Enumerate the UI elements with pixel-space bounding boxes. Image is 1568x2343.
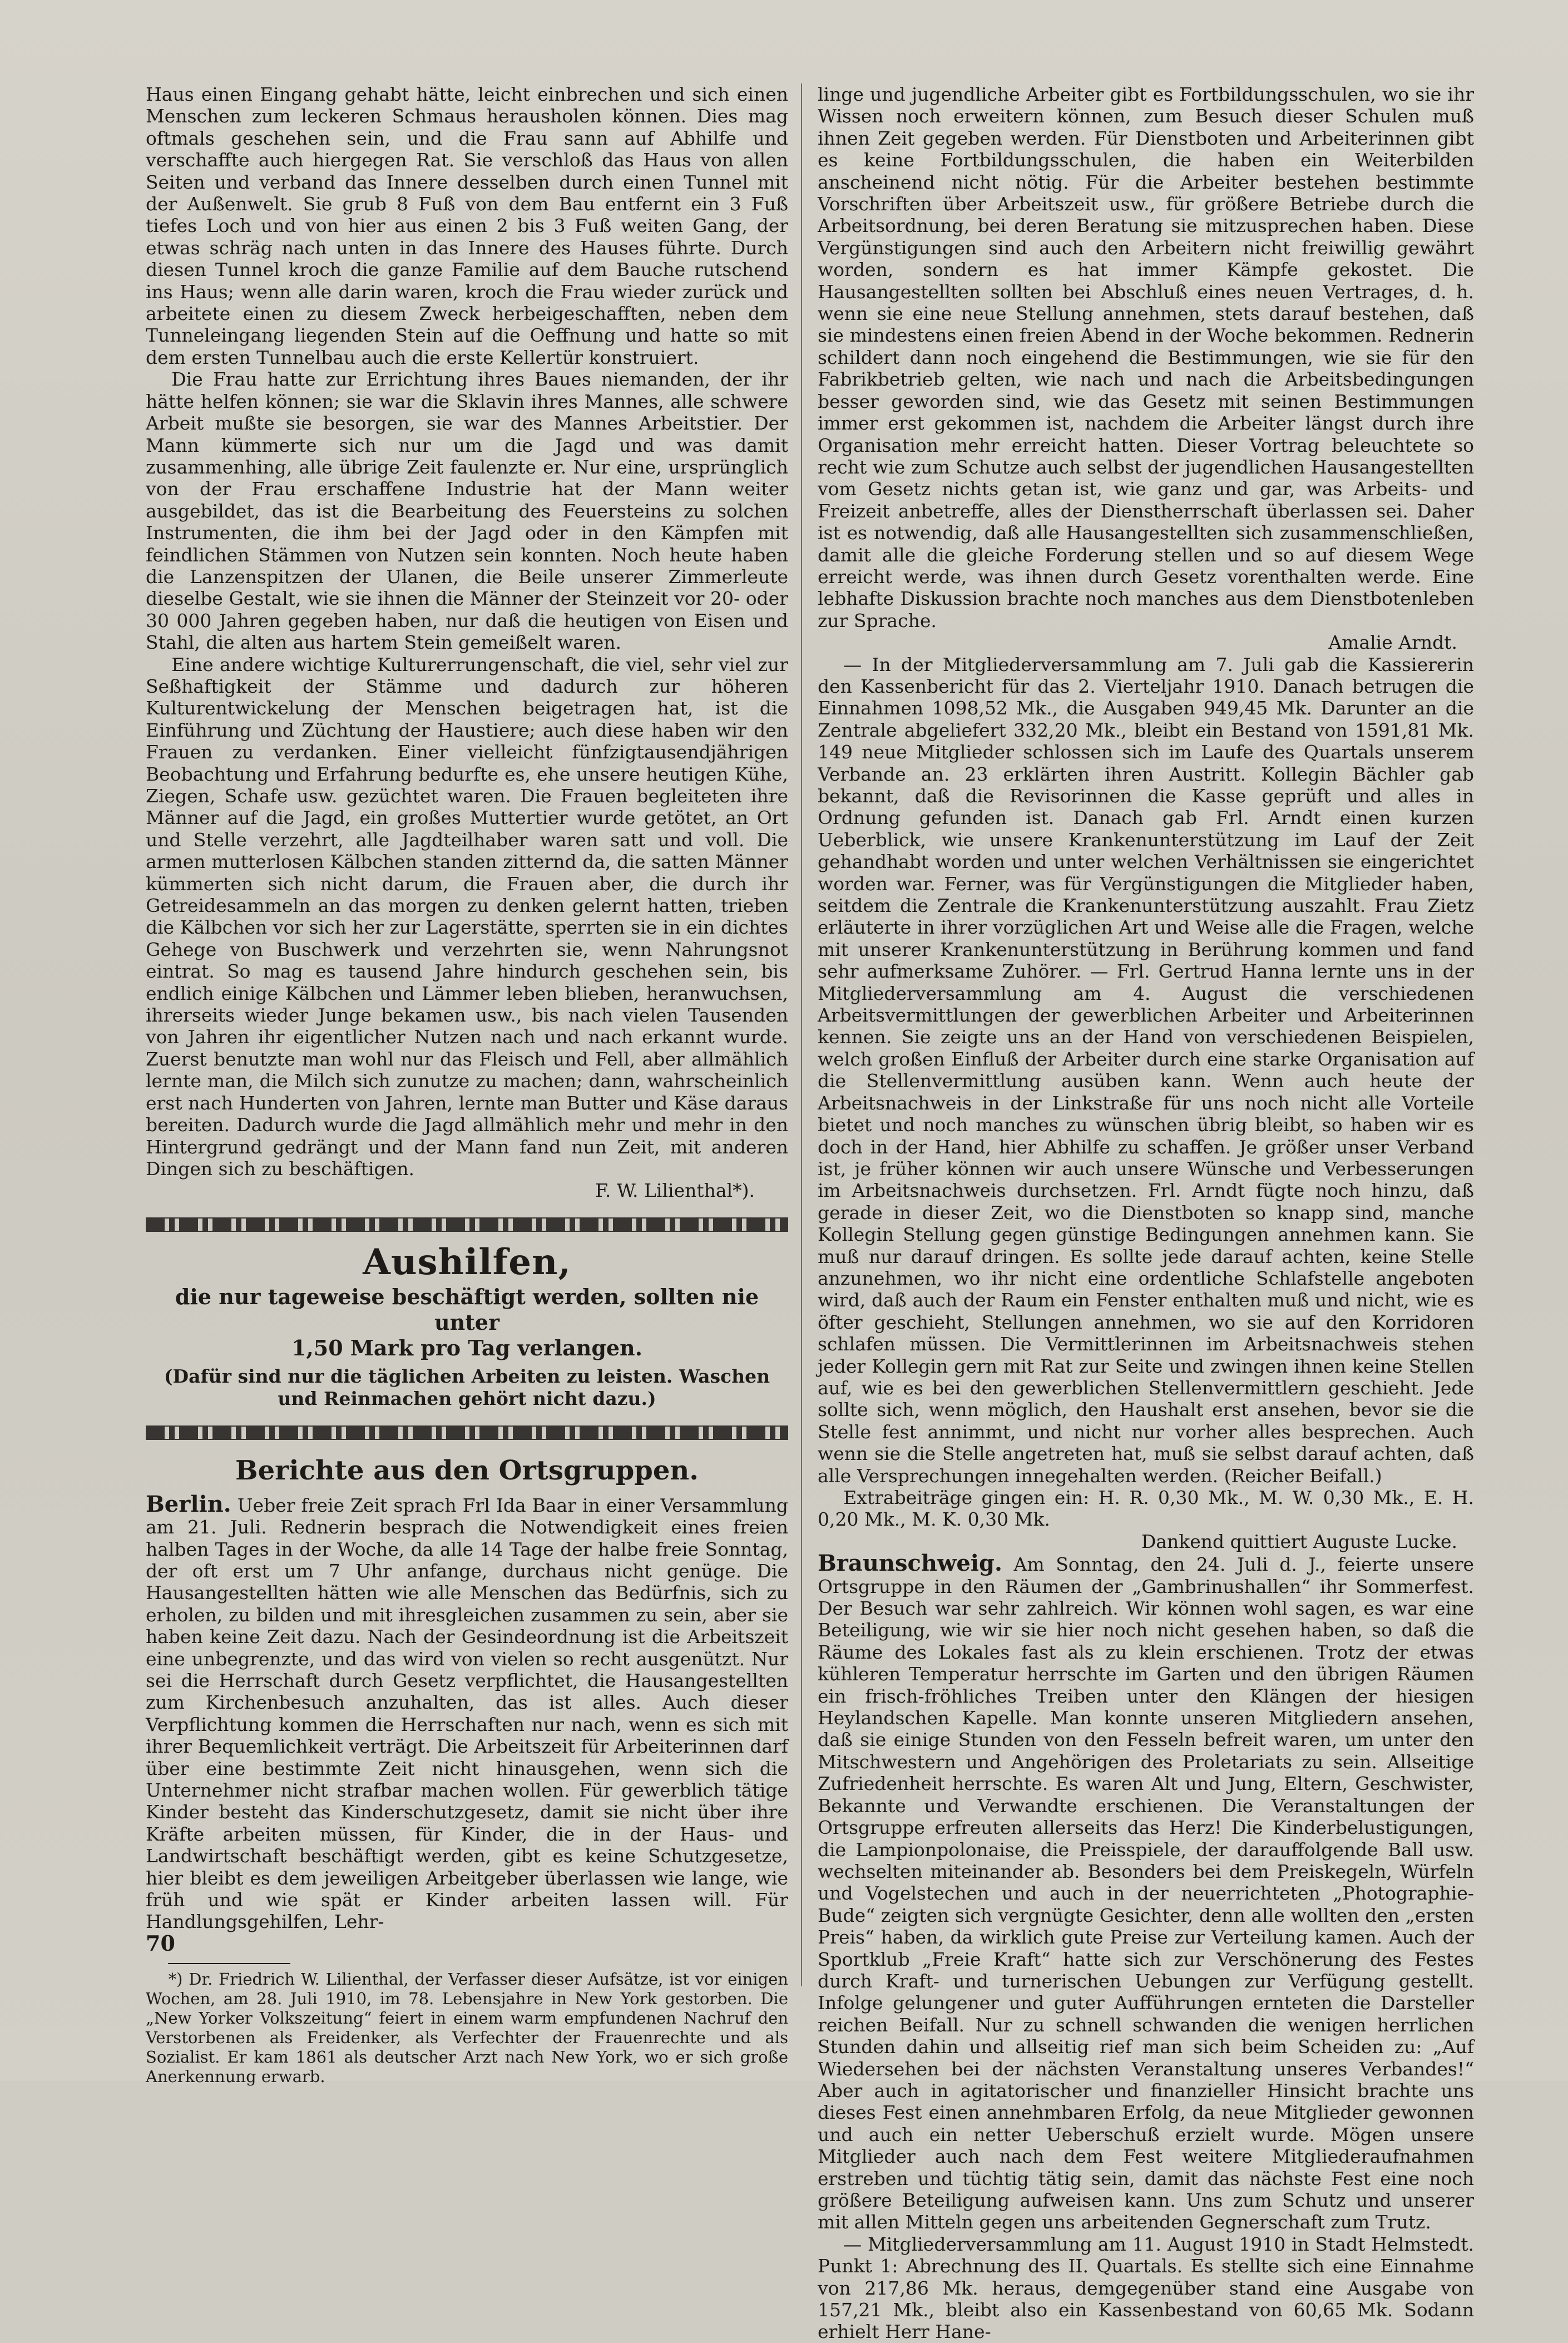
report-paragraph: — In der Mitgliederversammlung am 7. Juli gab die Kassiererin den Kassenbericht für das 2. Vierteljahr 1910. Danach betrugen die Einnahmen 1098,52 Mk., die Ausgaben 949,45 Mk. Darunter an die Zentrale abgeliefert 332,20 Mk., bleibt ein Bestand von 1591,81 Mk. 149 neue Mitglieder schlossen sich im Laufe des Quartals unserem Verbande an. 23 erklärten ihren Austritt. Kollegin Bächler gab bekannt, daß die Revisorinnen die Kasse geprüft und alles in Ordnung gefunden ist. Danach gab Frl. Arndt einen kurzen Ueberblick, wie unsere Krankenunterstützung im Lauf der Zeit gehandhabt worden und unter welchen Verhältnissen sie eingerichtet worden war. Ferner, was für Vergünstigungen die Mitglieder haben, seitdem die Zentrale die Krankenunterstützung auszahlt. Frau Zietz erläuterte in ihrer vorzüglichen Art und Weise alle die Fragen, welche mit unserer Krankenunterstützung in Berührung kommen und fand sehr aufmerksame Zuhörer. — Frl. Gertrud Hanna lernte uns in der Mitgliederversammlung am 4. August die verschiedenen Arbeitsvermittlungen der gewerblichen Arbeiter und Arbeiterinnen kennen. Sie zeigte uns an der Hand von verschiedenen Beispielen, welch großen Einfluß der Arbeiter durch eine starke Organisation auf die Stellenvermittlung ausüben kann. Wenn auch heute der Arbeitsnachweis in der Linkstraße für uns noch nicht alle Vorteile bietet und noch manches zu wünschen übrig bleibt, so haben wir es doch in der Hand, hier Abhilfe zu schaffen. Je größer unser Verband ist, je früher können wir auch unsere Wünsche und Verbesserungen im Arbeitsnachweis durchsetzen. Frl. Arndt fügte noch hinzu, daß gerade in dieser Zeit, wo die Dienstboten so knapp sind, manche Kollegin Stellung gegen günstige Bedingungen annehmen kann. Sie muß nur darauf dringen. Es sollte jede darauf achten, keine Stelle anzunehmen, wo ihr nicht eine ordentliche Schlafstelle angeboten wird, daß auch der Raum ein Fenster enthalten muß und nicht, wie es öfter geschieht, Stellungen annehmen, wo sie auf den Korridoren schlafen müssen. Die Vermittlerinnen im Arbeitsnachweis stehen jeder Kollegin gern mit Rat zur Seite und zwingen ihnen keine Stellen auf, wie es bei den gewerblichen Stellenvermittlern geschieht. Jede sollte sich, wenn möglich, den Haushalt erst ansehen, bevor sie die Stelle fest annimmt, und nicht nur vorher alles besprechen. Auch wenn sie die Stelle angetreten hat, muß sie selbst darauf achten, daß alle Versprechungen innegehalten werden. (Reicher Beifall.) bbox=[818, 653, 1474, 1487]
right-column bbox=[818, 83, 1474, 2343]
report-berlin bbox=[146, 1493, 788, 1933]
page-number: 70 bbox=[146, 1931, 175, 1956]
report-paragraph: Extrabeiträge gingen ein: H. R. 0,30 Mk., M. W. 0,30 Mk., E. H. 0,20 Mk., M. K. 0,30 Mk. bbox=[818, 1487, 1474, 1531]
report-berlin-continued: linge und jugendliche Arbeiter gibt es Fortbildungsschulen, wo sie ihr Wissen noch erweitern können, zum Besuch dieser Schulen muß ihnen Zeit gegeben werden. Für Dienstboten und Arbeiterinnen gibt es keine Fortbildungsschulen, die haben ein Weiterbilden anscheinend nicht nötig. Für die Arbeiter bestehen bestimmte Vorschriften über Arbeitszeit usw., für größere Betriebe durch die Arbeitsordnung, bei deren Beratung sie mitzusprechen haben. Diese Vergünstigungen sind auch den Arbeitern nicht freiwillig gewährt worden, sondern es hat immer Kämpfe gekostet. Die Hausangestellten sollten bei Abschluß eines neuen Vertrages, d. h. wenn sie eine neue Stellung annehmen, stets darauf bestehen, daß sie mindestens einen freien Abend in der Woche bekommen. Rednerin schildert dann noch eingehend die Bestimmungen, wie sie für den Fabrikbetrieb gelten, wie nach und nach die Arbeitsbedingungen besser geworden sind, wie das Gesetz mit seinen Bestimmungen immer erst gekommen ist, nachdem die Arbeiter längst durch ihre Organisation mehr erreicht hatten. Dieser Vortrag beleuchtete so recht wie zum Schutze auch selbst der jugendlichen Hausangestellten vom Gesetz nichts getan ist, wie ganz und gar, was Arbeits- und Freizeit anbetreffe, alles der Dienstherrschaft überlassen sei. Daher ist es notwendig, daß alle Hausangestellten sich zusammenschließen, damit alle die gleiche Forderung stellen und so auf diesem Wege erreicht werde, was ihnen durch Gesetz vorenthalten werde. Eine lebhafte Diskussion brachte noch manches aus dem Dienstbotenleben zur Sprache. bbox=[818, 83, 1474, 632]
footnote bbox=[146, 1955, 788, 2086]
notice-note: (Dafür sind nur die täglichen Arbeiten zu leisten. Waschen und Reinmachen gehört nicht dazu.) bbox=[164, 1365, 770, 1409]
place-name: Berlin. bbox=[146, 1491, 231, 1517]
report-signature: Dankend quittiert Auguste Lucke. bbox=[1141, 1530, 1457, 1552]
report-text: Am Sonntag, den 24. Juli d. J., feierte unsere Ortsgruppe in den Räumen der „Gambrinushallen“ ihr Sommerfest. Der Besuch war sehr zahlreich. Wir können wohl sagen, es war eine Beteiligung, wie wir sie hier noch nicht gesehen haben, so daß die Räume des Lokales fast als zu klein erschienen. Trotz der etwas kühleren Temperatur herrschte im Garten und den übrigen Räumen ein frisch-fröhliches Treiben unter den Klängen der hiesigen Heylandschen Kapelle. Man konnte unseren Mitgliedern ansehen, daß sie einige Stunden von den Fesseln befreit waren, um unter den Mitschwestern und Angehörigen des Proletariats zu sein. Allseitige Zufriedenheit herrschte. Es waren Alt und Jung, Eltern, Geschwister, Bekannte und Verwandte erschienen. Die Veranstaltungen der Ortsgruppe erfreuten allerseits das Herz! Die Kinderbelustigungen, die Lampionpolonaise, die Preisspiele, der darauffolgende Ball usw. wechselten miteinander ab. Besonders bei dem Preiskegeln, Würfeln und Vogelstechen und auch in der neuerrichteten „Photographie-Bude“ zeigten sich vergnügte Gesichter, denn alle wollten den „ersten Preis“ haben, da wirklich gute Preise zur Verteilung kamen. Auch der Sportklub „Freie Kraft“ hatte sich zur Verschönerung des Festes durch Kraft- und turnerischen Uebungen zur Verfügung gestellt. Infolge gelungener und guter Aufführungen ernteten die Darsteller reichen Beifall. Nur zu schnell schwanden die wenigen herrlichen Stunden dahin und allseitig rief man sich beim Scheiden zu: „Auf Wiedersehen bei der nächsten Veranstaltung unseres Verbandes!“ Aber auch in agitatorischer und finanzieller Hinsicht brachte uns dieses Fest einen annehmbaren Erfolg, da neue Mitglieder gewonnen und auch ein netter Ueberschuß erzielt wurde. Mögen unsere Mitglieder auch nach dem Fest weitere Mitgliederaufnahmen erstreben und tüchtig tätig sein, damit das nächste Fest eine noch größere Beteiligung aufweisen kann. Uns zum Schutz und unserer mit allen Mitteln gegen uns arbeitenden Gegnerschaft zum Trutz. bbox=[818, 1553, 1474, 2233]
left-column bbox=[146, 83, 788, 2086]
footnote-text: *) Dr. Friedrich W. Lilienthal, der Verfasser dieser Aufsätze, ist vor einigen Wochen, am 28. Juli 1910, im 78. Lebensjahre in New York gestorben. Die „New Yorker Volkszeitung“ feiert in einem warm empfundenen Nachruf den Verstorbenen als Freidenker, als Verfechter der Frauenrechte und als Sozialist. Er kam 1861 als deutscher Arzt nach New York, wo er sich große Anerkennung erwarb. bbox=[146, 1969, 788, 2086]
place-name: Braunschweig. bbox=[818, 1550, 1002, 1577]
footnote-rule bbox=[168, 1963, 290, 1964]
column-divider bbox=[801, 83, 802, 1986]
notice-line: 1,50 Mark pro Tag verlangen. bbox=[291, 1335, 642, 1360]
article-paragraph: Die Frau hatte zur Errichtung ihres Baues niemanden, der ihr hätte helfen können; sie war die Sklavin ihres Mannes, alle schwere Arbeit mußte sie besorgen, sie war des Mannes Arbeitstier. Der Mann kümmerte sich nur um die Jagd und was damit zusammenhing, alle übrige Zeit faulenzte er. Nur eine, ursprünglich von der Frau erschaffene Industrie hat der Mann weiter ausgebildet, das ist die Bearbeitung des Feuersteins zu solchen Instrumenten, die ihm bei der Jagd oder in den Kämpfen mit feindlichen Stämmen von Nutzen sein konnten. Noch heute haben die Lanzenspitzen der Ulanen, die Beile unserer Zimmerleute dieselbe Gestalt, wie sie ihnen die Männer der Steinzeit vor 20- oder 30 000 Jahren gegeben haben, nur daß die heutigen von Eisen und Stahl, die alten aus hartem Stein gemeißelt waren. bbox=[146, 368, 788, 654]
report-braunschweig bbox=[818, 1552, 1474, 2233]
section-title: Berichte aus den Ortsgruppen. bbox=[235, 1454, 699, 1486]
notice-title: Aushilfen, bbox=[363, 1241, 571, 1283]
report-paragraph: — Mitgliederversammlung am 11. August 1910 in Stadt Helmstedt. Punkt 1: Abrechnung des II. Quartals. Es stellte sich eine Einnahme von 217,86 Mk. heraus, demgegenüber stand eine Ausgabe von 157,21 Mk., bleibt also ein Kassenbestand von 60,65 Mk. Sodann erhielt Herr Hane- bbox=[818, 2233, 1474, 2343]
report-signature: Amalie Arndt. bbox=[1328, 632, 1457, 654]
ornamental-rule bbox=[146, 1425, 788, 1440]
article-paragraph: Haus einen Eingang gehabt hätte, leicht einbrechen und sich einen Menschen zum leckeren Schmaus herausholen können. Dies mag oftmals geschehen sein, und die Frau sann auf Abhilfe und verschaffte auch hiergegen Rat. Sie verschloß das Haus von allen Seiten und verband das Innere desselben durch einen Tunnel mit der Außenwelt. Sie grub 8 Fuß von dem Bau entfernt ein 3 Fuß tiefes Loch und von hier aus einen 2 bis 3 Fuß weiten Gang, der etwas schräg nach unten in das Innere des Hauses führte. Durch diesen Tunnel kroch die ganze Familie auf dem Bauche rutschend ins Haus; wenn alle darin waren, kroch die Frau wieder zurück und arbeitete einen zu diesem Zweck herbeigeschafften, neben dem Tunneleingang liegenden Stein auf die Oeffnung und hatte so mit dem ersten Tunnelbau auch die erste Kellertür konstruiert. bbox=[146, 83, 788, 368]
article-paragraph: Eine andere wichtige Kulturerrungenschaft, die viel, sehr viel zur Seßhaftigkeit der Stämme und dadurch zur höheren Kulturentwickelung der Menschen beigetragen hat, ist die Einführung und Züchtung der Haustiere; auch diese haben wir den Frauen zu verdanken. Einer vielleicht fünfzigtausendjährigen Beobachtung und Erfahrung bedurfte es, ehe unsere heutigen Kühe, Ziegen, Schafe usw. gezüchtet waren. Die Frauen begleiteten ihre Männer auf die Jagd, ein großes Muttertier wurde getötet, an Ort und Stelle verzehrt, alle Jagdteilhaber waren satt und voll. Die armen mutterlosen Kälbchen standen zitternd da, die satten Männer kümmerten sich nicht darum, die Frauen aber, die durch ihr Getreidesammeln an das morgen zu denken gelernt hatten, trieben die Kälbchen vor sich her zur Lagerstätte, sperrten sie in ein dichtes Gehege von Buschwerk und verzehrten sie, wenn Nahrungsnot eintrat. So mag es tausend Jahre hindurch geschehen sein, bis endlich einige Kälbchen und Lämmer leben blieben, heranwuchsen, ihrerseits wieder Junge bekamen usw., bis nach vielen Tausenden von Jahren ihr eigentlicher Nutzen nach und nach erkannt wurde. Zuerst benutzte man wohl nur das Fleisch und Fell, aber allmählich lernte man, die Milch sich zunutze zu machen; dann, wahrscheinlich erst nach Hunderten von Jahren, lernte man Butter und Käse daraus bereiten. Dadurch wurde die Jagd allmählich mehr und mehr in den Hintergrund gedrängt und der Mann fand nun Zeit, mit anderen Dingen sich zu beschäftigen. bbox=[146, 653, 788, 1180]
article-signature: F. W. Lilienthal*). bbox=[595, 1180, 755, 1202]
notice-line: die nur tageweise beschäftigt werden, sollten nie unter bbox=[175, 1284, 759, 1335]
report-text: Ueber freie Zeit sprach Frl Ida Baar in einer Versammlung am 21. Juli. Rednerin besprach die Notwendigkeit eines freien halben Tages in der Woche, da alle 14 Tage der halbe freie Sonntag, der oft erst um 7 Uhr anfange, durchaus nicht genüge. Die Hausangestellten hätten wie alle Menschen das Bedürfnis, sich zu erholen, zu bilden und mit ihresgleichen zusammen zu sein, aber sie haben keine Zeit dazu. Nach der Gesindeordnung ist die Arbeitszeit eine unbegrenzte, und das wird von vielen so recht ausgenützt. Nur sei die Herrschaft durch Gesetz verpflichtet, die Hausangestellten zum Kirchenbesuch anzuhalten, das ist alles. Auch dieser Verpflichtung kommen die Herrschaften nur nach, wenn es sich mit ihrer Bequemlichkeit verträgt. Die Arbeitszeit für Arbeiterinnen darf über eine bestimmte Zeit nicht hinausgehen, wenn sich die Unternehmer nicht strafbar machen wollen. Für gewerblich tätige Kinder besteht das Kinderschutzgesetz, damit sie nicht über ihre Kräfte arbeiten müssen, für Kinder, die in der Haus- und Landwirtschaft beschäftigt werden, gibt es keine Schutzgesetze, hier bleibt es dem jeweiligen Arbeitgeber überlassen wie lange, wie früh und wie spät er Kinder arbeiten lassen will. Für Handlungsgehilfen, Lehr- bbox=[146, 1494, 788, 1933]
ornamental-rule bbox=[146, 1217, 788, 1232]
